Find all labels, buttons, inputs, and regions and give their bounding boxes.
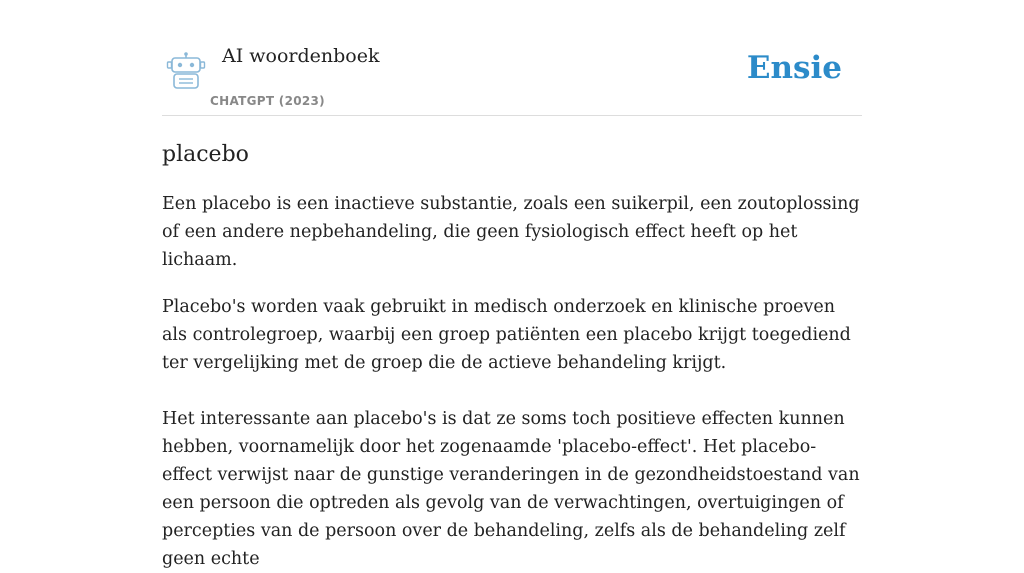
entry-paragraph: Het interessante aan placebo's is dat ze soms toch positieve effecten kunnen hebben, voornamelijk door het zogenaamde 'placebo-effect'. Het placebo-effect verwijst naar de gunstige veranderingen in de gezondheidstoestand van een persoon die optreden als gevolg van de verwachtingen, overtuigingen of percepties van de persoon over de behandeling, zelfs als de behandeling zelf geen echte bbox=[162, 409, 860, 569]
brand-logo-link[interactable]: Ensie bbox=[746, 50, 842, 86]
entry-paragraph: Placebo's worden vaak gebruikt in medisch onderzoek en klinische proeven als controlegroep, waarbij een groep patiënten een placebo krijgt toegediend ter vergelijking met de groep die de actieve behandeling krijgt. bbox=[162, 297, 851, 373]
entry-term: placebo bbox=[162, 142, 249, 167]
page bbox=[162, 0, 862, 573]
entry-paragraph: Een placebo is een inactieve substantie, zoals een suikerpil, een zoutoplossing of een andere nepbehandeling, die geen fysiologisch effect heeft op het lichaam. bbox=[162, 194, 860, 270]
dictionary-title[interactable]: AI woordenboek bbox=[222, 45, 380, 67]
robot-icon bbox=[166, 52, 206, 90]
dictionary-source: CHATGPT (2023) bbox=[210, 94, 325, 108]
header bbox=[162, 44, 862, 116]
